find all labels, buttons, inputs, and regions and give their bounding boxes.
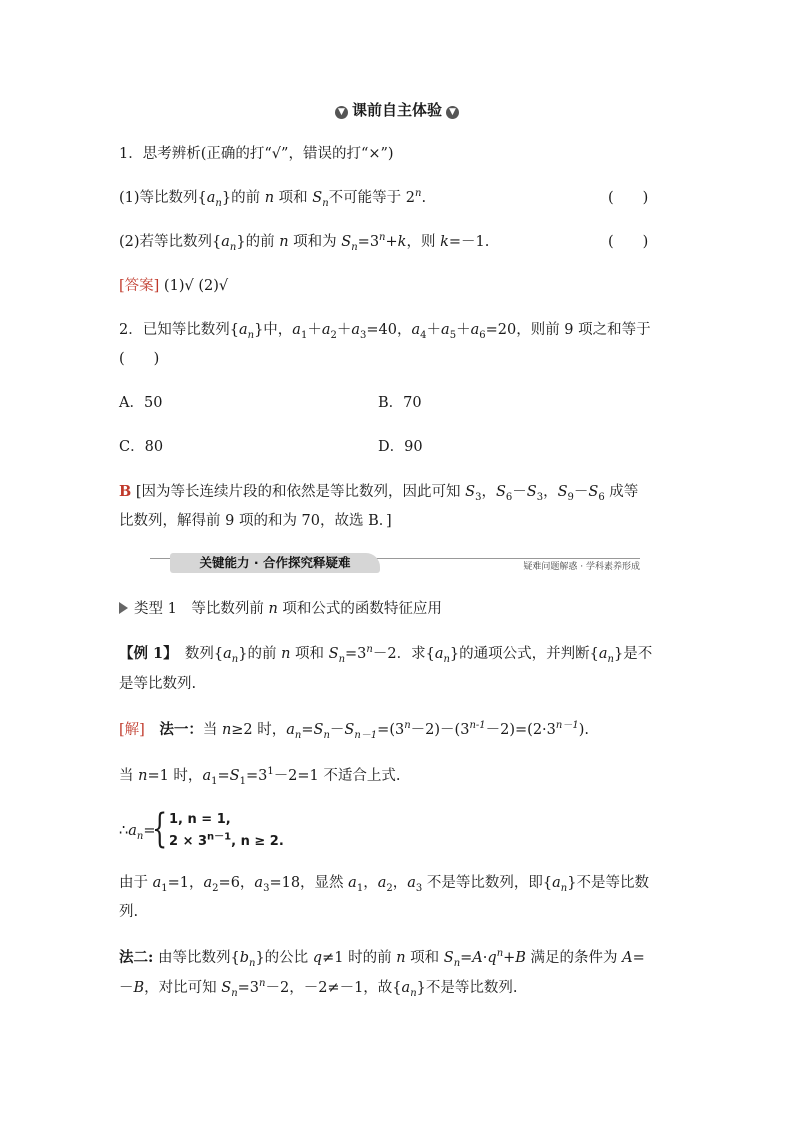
solution-method1: [解] 法一：当 n≥2 时，$a_n=S_n-S_{n-1}=(3^n-2)-(3^{n-1}-2)=(2\cdot 3^{n-1})$. [119, 720, 589, 741]
q2-solution-line1: B [因为等长连续片段的和依然是等比数列，因此可知 $S_3$，$S_6-S_3$，$S_9-S_6$ 成等 [119, 483, 639, 503]
example1-line1: 【例 1】 数列$\{a_n\}$的前 n 项和 $S_n=3^n-2$．求$\{a_n\}$的通项公式，并判断$\{a_n\}$是不 [119, 644, 653, 665]
banner-subtitle: 疑难问题解惑 · 学科素养形成 [523, 562, 640, 572]
example1-label: 【例 1】 [119, 645, 171, 662]
q2-stem: 2．已知等比数列$\{a_n\}$中，$a_1+a_2+a_3=40$，$a_4+a_5+a_6=20$，则前 9 项之和等于 [119, 322, 651, 341]
q2-solution-letter: B [119, 483, 132, 500]
q1-item2-answer-blank: ( ) [608, 234, 649, 250]
example1-line2: 是等比数列. [119, 676, 197, 692]
chevron-down-icon: ▼ [335, 106, 348, 119]
q1-answer: [答案] (1)√ (2)√ [119, 278, 229, 294]
solution-conclusion-line1: 由于 $a_1=1$，$a_2=6$，$a_3=18$，显然 $a_1$，$a_2$，$a_3$ 不是等比数列，即$\{a_n\}$不是等比数 [119, 875, 649, 894]
q2-answer-blank: ( ) [119, 351, 160, 367]
type1-heading: 类型 1 等比数列前 n 项和公式的函数特征应用 [119, 598, 679, 620]
q1-stem: 1．思考辨析(正确的打“√”，错误的打“×”) [119, 146, 394, 162]
q2-option-b: B．70 [378, 395, 422, 411]
section-title-text: 课前自主体验 [351, 101, 442, 119]
brace-glyph: { [152, 806, 168, 852]
solution-base-case: 当 n=1 时，$a_1=S_1=3^1-2=1$ 不适合上式. [119, 766, 401, 787]
section-title [0, 99, 794, 121]
section-banner [150, 551, 640, 579]
solution-conclusion-line2: 列. [119, 904, 139, 920]
q1-item2: (2)若等比数列$\{a_n\}$的前 n 项和为 $S_n=3^n+k$，则 k=－1. [119, 232, 490, 253]
solution-method2-line1: 法二: 由等比数列$\{b_n\}$的公比 q≠1 时的前 n 项和 $S_n=A\cdot q^n+B$ 满足的条件为 A= [119, 948, 645, 969]
solution-method2-line2: －B，对比可知 $S_n=3^n-2$，－2≠－1，故$\{a_n\}$不是等比数列. [119, 978, 518, 999]
q2-option-a: A．50 [119, 395, 163, 411]
piecewise-formula: $\therefore a_n=$ { 1, n = 1, $2 \times 3^{n-1}$, n ≥ 2. [119, 807, 539, 859]
solution-label: [解] [119, 722, 145, 738]
q1-item1: (1)等比数列$\{a_n\}$的前 n 项和 $S_n$不可能等于 2$^n$. [119, 188, 427, 209]
q2-option-c: C．80 [119, 439, 164, 455]
answer-label: [答案] [119, 278, 160, 294]
piecewise-case-1: 1, n = 1, [169, 812, 231, 827]
chevron-down-icon: ▼ [446, 106, 459, 119]
q2-option-d: D．90 [378, 439, 423, 455]
q2-solution-line2: 比数列，解得前 9 项的和为 70，故选 B．] [119, 513, 392, 529]
piecewise-case-2: $2 \times 3^{n-1}$, n ≥ 2. [169, 831, 284, 849]
banner-tab: 关键能力 · 合作探究释疑难 [170, 553, 380, 573]
play-triangle-icon [119, 602, 128, 614]
q1-item1-answer-blank: ( ) [608, 190, 649, 206]
